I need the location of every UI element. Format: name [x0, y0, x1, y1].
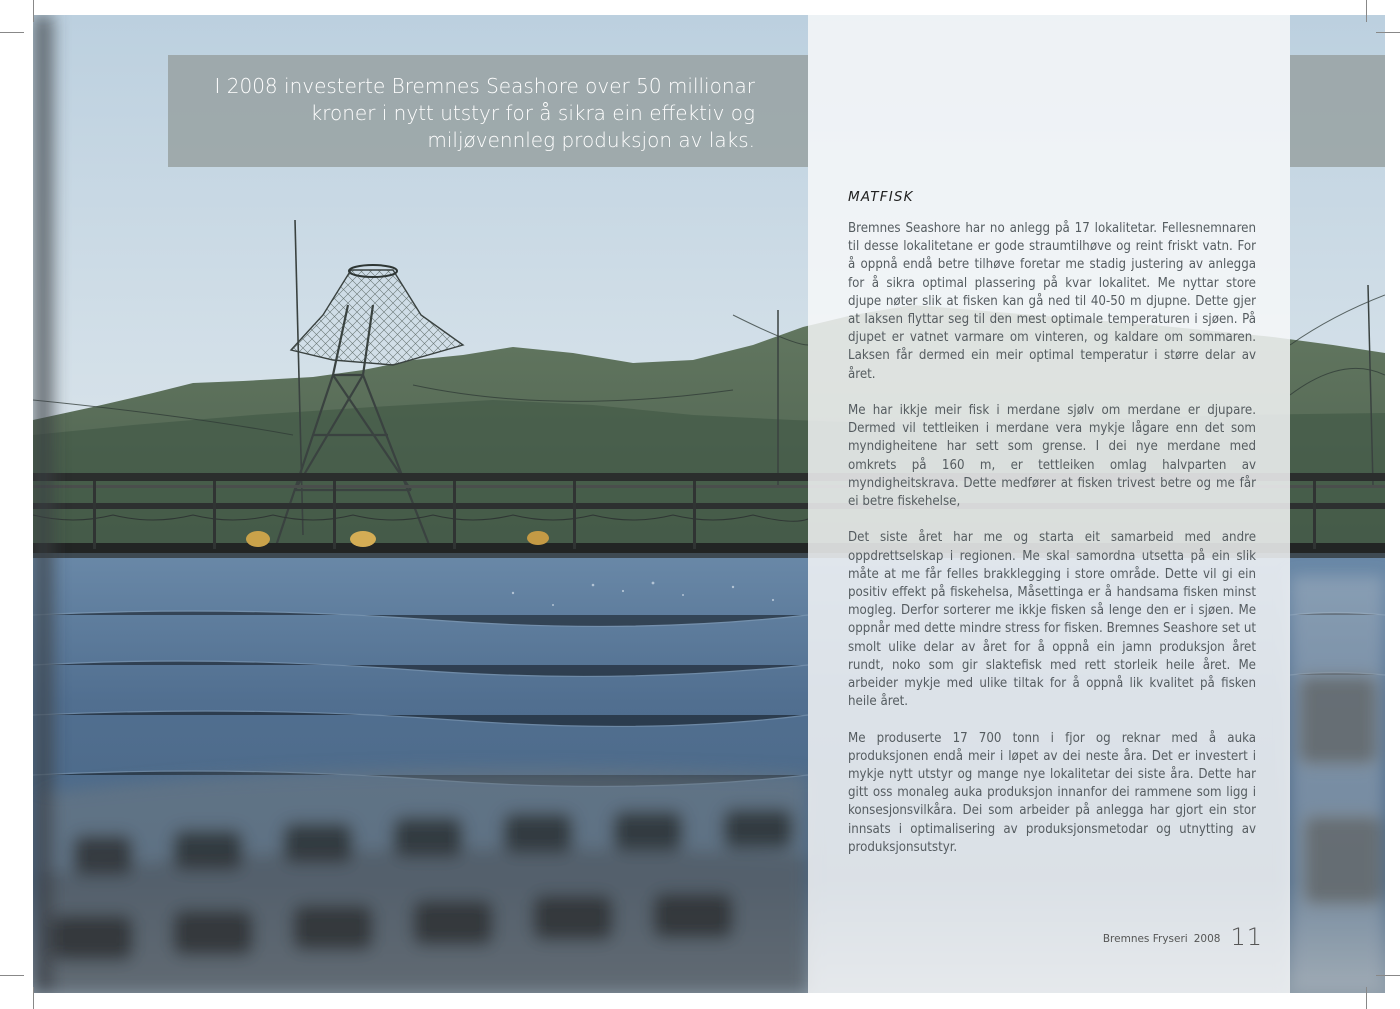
page-spread — [33, 15, 1385, 993]
crop-mark — [0, 975, 24, 976]
footer-brand: Bremnes Fryseri — [1102, 933, 1188, 945]
paragraph: Me har ikkje meir fisk i merdane sjølv om merdane er djupare. Dermed vil tettleiken i merdane vera mykje lågare enn det som myndigheitene har sett som grense. I dei nye merdane med omkrets på 160 m, er tettleiken omlag halvparten av myndigheitskrava. Dette medfører at fisken trivest betre og me får ei betre fiskehelse, — [848, 403, 1256, 510]
crop-mark — [1366, 0, 1367, 22]
crop-mark — [33, 0, 34, 22]
crop-mark — [1366, 987, 1367, 1009]
crop-mark — [1376, 32, 1400, 33]
pull-quote-band-right — [1290, 55, 1385, 167]
pull-quote: I 2008 investerte Bremnes Seashore over 50 millionar kroner i nytt utstyr for å sikra ein effektiv og miljøvennleg produksjon av laks. — [214, 74, 755, 152]
crop-mark — [33, 987, 34, 1009]
footer-year: 2008 — [1193, 933, 1221, 945]
page-footer — [1063, 923, 1263, 951]
body-text — [848, 220, 1256, 875]
crop-mark — [0, 32, 24, 33]
paragraph: Bremnes Seashore har no anlegg på 17 lokalitetar. Fellesnemnaren til desse lokalitetane er gode straumtilhøve og reint friskt vatn. For å oppnå endå betre tilhøve foretar me stadig justering av anlegga for å sikra optimal plassering på kvar lokalitet. Me nyttar store djupe nøter slik at fisken kan gå ned til 40-50 m djupne. Dette gjer at laksen flyttar seg til den mest optimale temperaturen i sjøen. På djupet er vatnet varmare om vinteren, og kaldare om sommaren. Laksen får dermed ein meir optimal temperatur i større delar av året. — [848, 221, 1256, 382]
section-title: MATFISK — [848, 189, 914, 205]
page-number: 11 — [1230, 923, 1263, 951]
paragraph: Det siste året har me og starta eit samarbeid med andre oppdrettselskap i regionen. Me skal samordna utsetta på ein slik måte at me får felles brakklegging i store område. Dette vil gi ein positiv effekt på fiskehelsa, Måsettinga er å handsama fisken minst mogleg. Derfor sorterer me ikkje fisken så lenge den er i sjøen. Me oppnår med dette mindre stress for fisken. Bremnes Seashore set ut smolt ulike delar av året for å oppnå ein jamn produksjon året rundt, noko som gir slaktefisk med rett storleik heile året. Me arbeider mykje med ulike tiltak for å oppnå lik kvalitet på fisken heile året. — [848, 530, 1256, 710]
paragraph: Me produserte 17 700 tonn i fjor og reknar med å auka produksjonen endå meir i løpet av dei neste åra. Det er investert i mykje nytt utstyr og mange nye lokalitetar dei siste åra. Dette har gitt oss monaleg auka produksjon innanfor dei rammene som ligg i konsesjonsvilkåra. Dei som arbeider på anlegga har gjort ein stor innsats i optimalisering av produksjonsmetodar og utnytting av produksjonsutstyr. — [848, 730, 1256, 855]
crop-mark — [1376, 975, 1400, 976]
